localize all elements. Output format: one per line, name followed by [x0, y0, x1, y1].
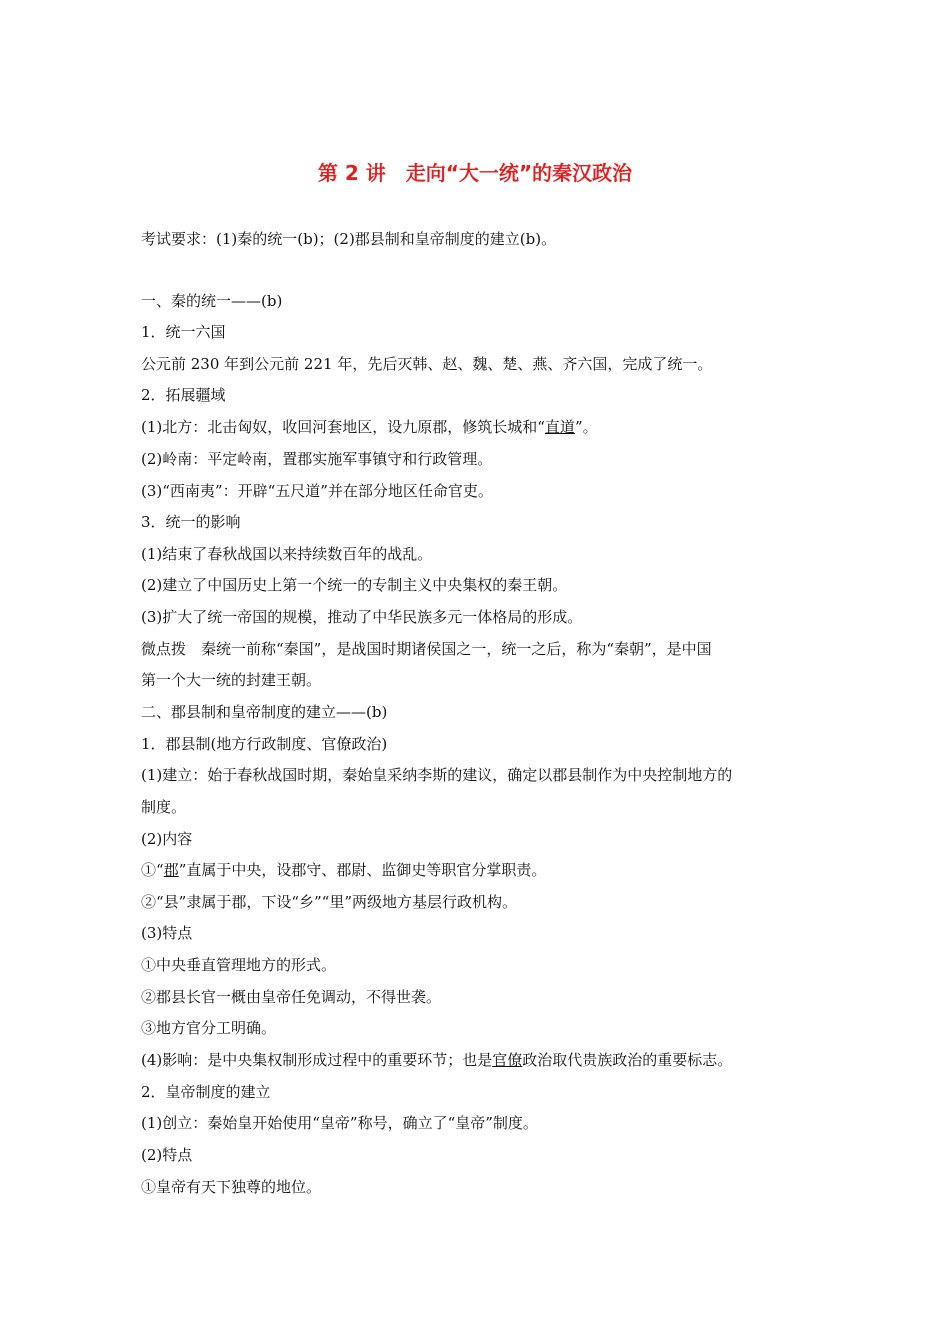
influence-3: (3)扩大了统一帝国的规模，推动了中华民族多元一体格局的形成。: [141, 608, 583, 626]
underlined-term-guanliao: 官僚: [492, 1051, 523, 1069]
subsection-county-heading: 1．郡县制(地方行政制度、官僚政治): [141, 735, 388, 753]
section-2-heading: 二、郡县制和皇帝制度的建立——(b): [141, 703, 388, 721]
subsection-unify-heading: 1．统一六国: [141, 323, 226, 341]
exam-requirements: 考试要求：(1)秦的统一(b)；(2)郡县制和皇帝制度的建立(b)。: [141, 230, 557, 248]
tip-line-1: 微点拨 秦统一前称“秦国”，是战国时期诸侯国之一，统一之后，称为“秦朝”，是中国: [141, 640, 712, 658]
tip-line-2: 第一个大一统的封建王朝。: [141, 671, 322, 689]
influence-2: (2)建立了中国历史上第一个统一的专制主义中央集权的秦王朝。: [141, 576, 568, 594]
county-feature-heading: (3)特点: [141, 924, 193, 942]
county-content-1: ①“郡”直属于中央，设郡守、郡尉、监御史等职官分掌职责。: [141, 861, 547, 879]
emperor-feature-heading: (2)特点: [141, 1146, 193, 1164]
county-feature-2: ②郡县长官一概由皇帝任免调动，不得世袭。: [141, 988, 442, 1006]
influence-1: (1)结束了春秋战国以来持续数百年的战乱。: [141, 545, 433, 563]
county-establish-2: 制度。: [141, 798, 187, 816]
subsection-emperor-heading: 2．皇帝制度的建立: [141, 1083, 271, 1101]
section-1-heading: 一、秦的统一——(b): [141, 292, 283, 310]
county-establish-1: (1)建立：始于春秋战国时期，秦始皇采纳李斯的建议，确定以郡县制作为中央控制地方的: [141, 766, 733, 784]
underlined-term-zhidao: 直道: [544, 418, 575, 436]
expand-north: (1)北方：北击匈奴，收回河套地区，设九原郡，修筑长城和“直道”。: [141, 418, 598, 436]
emperor-create: (1)创立：秦始皇开始使用“皇帝”称号，确立了“皇帝”制度。: [141, 1114, 538, 1132]
unify-text: 公元前 230 年到公元前 221 年，先后灭韩、赵、魏、楚、燕、齐六国，完成了统一。: [141, 355, 713, 373]
emperor-feature-1: ①皇帝有天下独尊的地位。: [141, 1178, 322, 1196]
expand-xinanyi: (3)“西南夷”：开辟“五尺道”并在部分地区任命官吏。: [141, 482, 493, 500]
county-influence: (4)影响：是中央集权制形成过程中的重要环节；也是官僚政治取代贵族政治的重要标志。: [141, 1051, 733, 1069]
county-content-heading: (2)内容: [141, 830, 193, 848]
underlined-term-jun: 郡: [163, 861, 179, 879]
subsection-influence-heading: 3．统一的影响: [141, 513, 241, 531]
county-content-2: ②“县”隶属于郡，下设“乡”“里”两级地方基层行政机构。: [141, 893, 518, 911]
subsection-expand-heading: 2．拓展疆域: [141, 386, 226, 404]
expand-lingnan: (2)岭南：平定岭南，置郡实施军事镇守和行政管理。: [141, 450, 493, 468]
lesson-title: 第 2 讲 走向“大一统”的秦汉政治: [317, 161, 633, 185]
county-feature-1: ①中央垂直管理地方的形式。: [141, 956, 337, 974]
county-feature-3: ③地方官分工明确。: [141, 1019, 277, 1037]
